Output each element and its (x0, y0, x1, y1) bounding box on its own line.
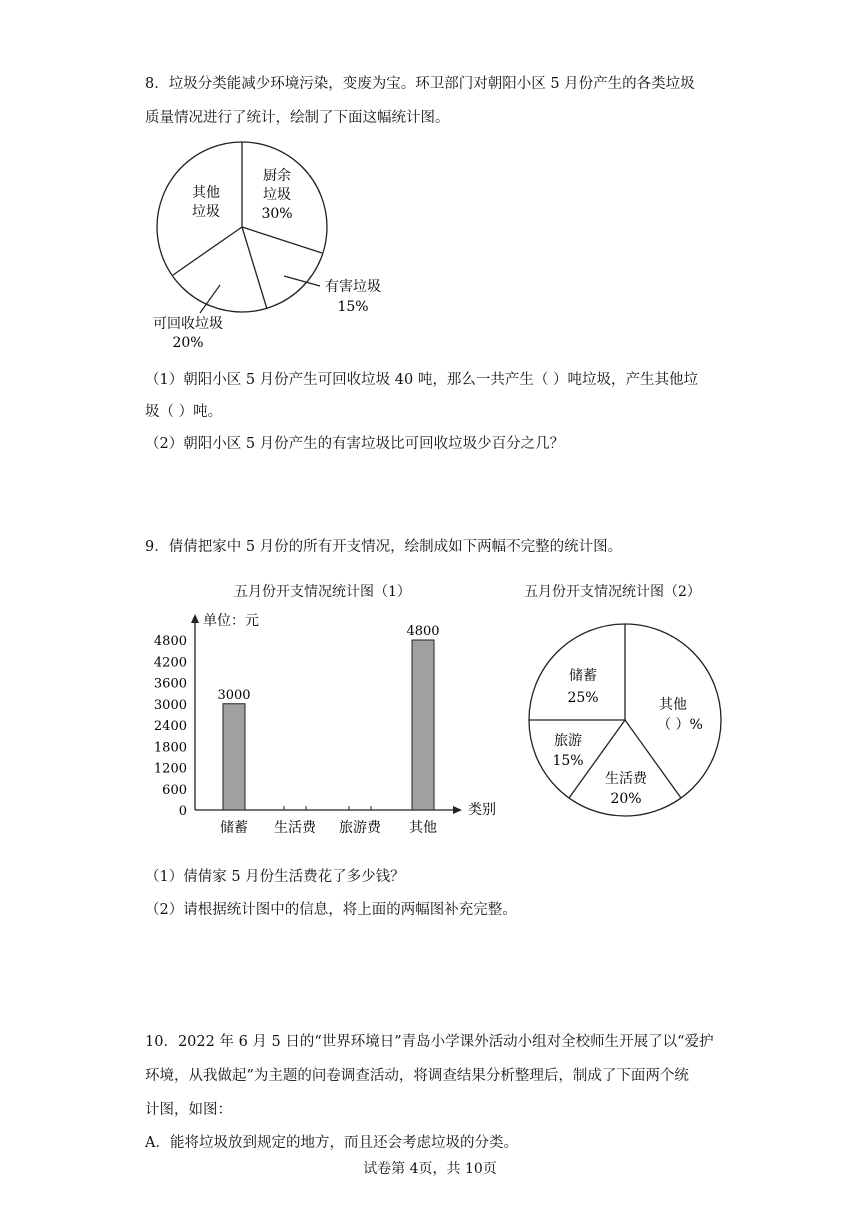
bar-chart-xlabel: 类别 (468, 802, 496, 818)
pie-label-kitchen-2: 垃圾 (263, 187, 291, 203)
q8-sub1-a: （1）朝阳小区 5 月份产生可回收垃圾 40 吨，那么一共产生（ ）吨垃圾，产生其他垃 (145, 372, 698, 388)
q8-sub2: （2）朝阳小区 5 月份产生的有害垃圾比可回收垃圾少百分之几？ (145, 436, 565, 452)
pie-label-harmful: 有害垃圾 (325, 279, 381, 295)
pie2-pct-travel: 15% (552, 753, 584, 769)
bar-chart-ytick: 1800 (153, 740, 187, 756)
pie-label-other-1: 其他 (192, 185, 220, 201)
q10-line3: 计图，如图： (145, 1102, 232, 1118)
bar-data-label: 4800 (406, 624, 440, 639)
q8-line2: 质量情况进行了统计，绘制了下面这幅统计图。 (145, 110, 450, 126)
bar-3 (412, 640, 434, 810)
q8-sub1-b: 圾（ ）吨。 (145, 404, 223, 420)
bar-category-label: 生活费 (274, 820, 316, 836)
pie2-pct-living: 20% (610, 791, 642, 807)
bar-chart-ytick: 3000 (153, 697, 187, 713)
q8-line1: 8．垃圾分类能减少环境污染，变废为宝。环卫部门对朝阳小区 5 月份产生的各类垃圾 (145, 76, 695, 92)
bar-category-label: 其他 (409, 820, 437, 836)
pie2-label-savings: 储蓄 (569, 668, 597, 684)
q10-line1: 10．2022 年 6 月 5 日的“世界环境日”青岛小学课外活动小组对全校师生开展了以“爱护 (145, 1034, 714, 1050)
bar-chart-ytick: 600 (162, 782, 187, 798)
bar-category-label: 旅游费 (339, 820, 381, 836)
page-footer: 试卷第 4页，共 10页 (363, 1161, 497, 1177)
pie-label-recycle-pct: 20% (172, 335, 204, 351)
q10-line2: 环境，从我做起”为主题的问卷调查活动，将调查结果分析整理后，制成了下面两个统 (145, 1068, 689, 1084)
bar-chart-ytick: 2400 (153, 719, 187, 734)
bar-data-label: 3000 (217, 687, 251, 703)
bar-chart-ytick: 3600 (153, 676, 187, 692)
bar-chart-ylabel: 单位：元 (203, 613, 259, 629)
pie-label-harmful-pct: 15% (337, 299, 369, 315)
bar-chart-title: 五月份开支情况统计图（1） (234, 584, 411, 600)
pie-chart-title: 五月份开支情况统计图（2） (524, 584, 701, 600)
q9-sub2: （2）请根据统计图中的信息，将上面的两幅图补充完整。 (145, 902, 517, 918)
pie-label-recycle: 可回收垃圾 (153, 316, 223, 332)
q9-line1: 9．倩倩把家中 5 月份的所有开支情况，绘制成如下两幅不完整的统计图。 (145, 539, 623, 555)
pie2-label-living: 生活费 (605, 771, 647, 787)
bar-0 (223, 704, 245, 810)
pie-label-kitchen-pct: 30% (261, 206, 293, 222)
bar-chart-ytick: 0 (178, 804, 187, 819)
q10-option-a: A．能将垃圾放到规定的地方，而且还会考虑垃圾的分类。 (145, 1135, 518, 1151)
expense-bar-chart (150, 608, 510, 840)
pie2-label-other: 其他 (659, 697, 687, 713)
pie-label-other-2: 垃圾 (192, 204, 220, 220)
pie2-pct-savings: 25% (567, 690, 599, 706)
pie2-label-travel: 旅游 (554, 733, 582, 749)
expense-pie-chart (525, 608, 730, 823)
bar-chart-ytick: 4800 (153, 634, 187, 649)
bar-category-label: 储蓄 (220, 820, 248, 836)
pie-label-kitchen-1: 厨余 (263, 168, 291, 184)
q9-sub1: （1）倩倩家 5 月份生活费花了多少钱？ (145, 869, 405, 885)
garbage-pie-chart (140, 135, 400, 355)
bar-chart-ytick: 4200 (153, 655, 187, 671)
bar-chart-ytick: 1200 (153, 761, 187, 777)
pie2-pct-other: （ ）% (657, 717, 703, 733)
